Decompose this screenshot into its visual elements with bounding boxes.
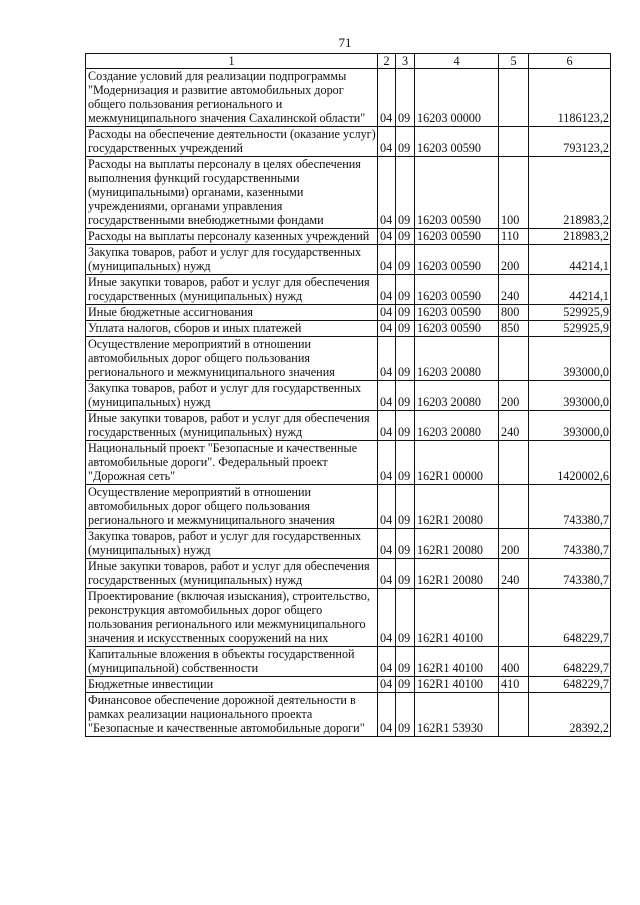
row-section-cell: 04 <box>378 677 396 693</box>
row-section-cell: 04 <box>378 245 396 275</box>
row-name-cell: Уплата налогов, сборов и иных платежей <box>86 321 378 337</box>
row-target-article-cell: 16203 00590 <box>415 275 499 305</box>
row-expense-type-cell: 410 <box>499 677 529 693</box>
row-section-cell: 04 <box>378 589 396 647</box>
row-subsection-cell: 09 <box>396 275 415 305</box>
row-name-cell: Осуществление мероприятий в отношении автомобильных дорог общего пользования регионального и межмуниципального значения <box>86 485 378 529</box>
table-row <box>86 693 611 737</box>
row-section-cell: 04 <box>378 69 396 127</box>
row-expense-type-cell: 200 <box>499 381 529 411</box>
row-amount-cell: 393000,0 <box>529 337 611 381</box>
row-expense-type-cell <box>499 337 529 381</box>
row-amount-cell: 28392,2 <box>529 693 611 737</box>
row-section-cell: 04 <box>378 485 396 529</box>
row-expense-type-cell <box>499 589 529 647</box>
row-section-cell: 04 <box>378 693 396 737</box>
row-amount-cell: 743380,7 <box>529 559 611 589</box>
row-section-cell: 04 <box>378 321 396 337</box>
column-header: 1 <box>86 54 378 69</box>
table-row <box>86 127 611 157</box>
table-row <box>86 411 611 441</box>
row-expense-type-cell: 200 <box>499 245 529 275</box>
row-target-article-cell: 16203 00590 <box>415 127 499 157</box>
table-row <box>86 647 611 677</box>
table-row <box>86 245 611 275</box>
row-expense-type-cell: 110 <box>499 229 529 245</box>
row-name-cell: Закупка товаров, работ и услуг для государственных (муниципальных) нужд <box>86 245 378 275</box>
row-target-article-cell: 162R1 40100 <box>415 647 499 677</box>
row-section-cell: 04 <box>378 647 396 677</box>
row-target-article-cell: 16203 00000 <box>415 69 499 127</box>
row-amount-cell: 529925,9 <box>529 305 611 321</box>
row-amount-cell: 529925,9 <box>529 321 611 337</box>
row-expense-type-cell: 100 <box>499 157 529 229</box>
row-expense-type-cell <box>499 485 529 529</box>
row-amount-cell: 44214,1 <box>529 245 611 275</box>
row-target-article-cell: 16203 00590 <box>415 245 499 275</box>
row-section-cell: 04 <box>378 275 396 305</box>
row-expense-type-cell <box>499 127 529 157</box>
row-section-cell: 04 <box>378 559 396 589</box>
row-subsection-cell: 09 <box>396 229 415 245</box>
row-target-article-cell: 16203 20080 <box>415 381 499 411</box>
table-row <box>86 321 611 337</box>
row-target-article-cell: 16203 00590 <box>415 305 499 321</box>
row-section-cell: 04 <box>378 411 396 441</box>
row-expense-type-cell: 800 <box>499 305 529 321</box>
row-expense-type-cell: 200 <box>499 529 529 559</box>
row-target-article-cell: 162R1 00000 <box>415 441 499 485</box>
row-name-cell: Бюджетные инвестиции <box>86 677 378 693</box>
row-subsection-cell: 09 <box>396 411 415 441</box>
row-name-cell: Осуществление мероприятий в отношении автомобильных дорог общего пользования регионального и межмуниципального значения <box>86 337 378 381</box>
row-target-article-cell: 162R1 53930 <box>415 693 499 737</box>
row-amount-cell: 793123,2 <box>529 127 611 157</box>
row-expense-type-cell: 240 <box>499 411 529 441</box>
table-row <box>86 589 611 647</box>
row-target-article-cell: 162R1 20080 <box>415 485 499 529</box>
row-amount-cell: 1420002,6 <box>529 441 611 485</box>
row-subsection-cell: 09 <box>396 693 415 737</box>
row-amount-cell: 743380,7 <box>529 529 611 559</box>
row-section-cell: 04 <box>378 441 396 485</box>
row-subsection-cell: 09 <box>396 441 415 485</box>
row-name-cell: Иные закупки товаров, работ и услуг для обеспечения государственных (муниципальных) нужд <box>86 559 378 589</box>
row-expense-type-cell: 400 <box>499 647 529 677</box>
row-name-cell: Иные закупки товаров, работ и услуг для обеспечения государственных (муниципальных) нужд <box>86 411 378 441</box>
row-subsection-cell: 09 <box>396 589 415 647</box>
row-amount-cell: 393000,0 <box>529 381 611 411</box>
row-subsection-cell: 09 <box>396 305 415 321</box>
row-target-article-cell: 162R1 20080 <box>415 559 499 589</box>
table-row <box>86 305 611 321</box>
row-amount-cell: 393000,0 <box>529 411 611 441</box>
row-target-article-cell: 162R1 40100 <box>415 677 499 693</box>
table-row <box>86 485 611 529</box>
row-name-cell: Расходы на обеспечение деятельности (оказание услуг) государственных учреждений <box>86 127 378 157</box>
row-name-cell: Национальный проект "Безопасные и качественные автомобильные дороги". Федеральный проект "Дорожная сеть" <box>86 441 378 485</box>
row-subsection-cell: 09 <box>396 485 415 529</box>
row-expense-type-cell: 850 <box>499 321 529 337</box>
row-name-cell: Закупка товаров, работ и услуг для государственных (муниципальных) нужд <box>86 529 378 559</box>
row-name-cell: Расходы на выплаты персоналу казенных учреждений <box>86 229 378 245</box>
row-name-cell: Финансовое обеспечение дорожной деятельности в рамках реализации национального проекта "Безопасные и качественные автомобильные дороги" <box>86 693 378 737</box>
table-row <box>86 559 611 589</box>
table-row <box>86 529 611 559</box>
row-name-cell: Иные закупки товаров, работ и услуг для обеспечения государственных (муниципальных) нужд <box>86 275 378 305</box>
row-target-article-cell: 162R1 20080 <box>415 529 499 559</box>
row-expense-type-cell <box>499 441 529 485</box>
column-header: 6 <box>529 54 611 69</box>
table-row <box>86 441 611 485</box>
row-expense-type-cell <box>499 693 529 737</box>
row-subsection-cell: 09 <box>396 647 415 677</box>
row-subsection-cell: 09 <box>396 245 415 275</box>
row-target-article-cell: 16203 00590 <box>415 157 499 229</box>
row-name-cell: Проектирование (включая изыскания), строительство, реконструкция автомобильных дорог общего пользования регионального или межмуниципального значения и искусственных сооружений на них <box>86 589 378 647</box>
row-name-cell: Капитальные вложения в объекты государственной (муниципальной) собственности <box>86 647 378 677</box>
row-amount-cell: 743380,7 <box>529 485 611 529</box>
row-amount-cell: 648229,7 <box>529 589 611 647</box>
row-section-cell: 04 <box>378 157 396 229</box>
row-amount-cell: 648229,7 <box>529 647 611 677</box>
row-target-article-cell: 16203 20080 <box>415 411 499 441</box>
row-subsection-cell: 09 <box>396 157 415 229</box>
row-amount-cell: 218983,2 <box>529 157 611 229</box>
row-subsection-cell: 09 <box>396 127 415 157</box>
row-section-cell: 04 <box>378 529 396 559</box>
row-expense-type-cell: 240 <box>499 559 529 589</box>
row-section-cell: 04 <box>378 127 396 157</box>
column-header: 2 <box>378 54 396 69</box>
row-subsection-cell: 09 <box>396 69 415 127</box>
table-row <box>86 229 611 245</box>
row-subsection-cell: 09 <box>396 559 415 589</box>
row-amount-cell: 44214,1 <box>529 275 611 305</box>
budget-table <box>85 53 611 737</box>
row-subsection-cell: 09 <box>396 529 415 559</box>
table-header-row <box>86 54 611 69</box>
row-name-cell: Расходы на выплаты персоналу в целях обеспечения выполнения функций государственными (муниципальными) органами, казенными учреждениями, органами управления государственными внебюджетными фондами <box>86 157 378 229</box>
row-target-article-cell: 162R1 40100 <box>415 589 499 647</box>
row-subsection-cell: 09 <box>396 677 415 693</box>
page-number: 71 <box>338 35 352 50</box>
column-header: 5 <box>499 54 529 69</box>
row-target-article-cell: 16203 20080 <box>415 337 499 381</box>
column-header: 4 <box>415 54 499 69</box>
row-section-cell: 04 <box>378 381 396 411</box>
row-amount-cell: 218983,2 <box>529 229 611 245</box>
table-row <box>86 275 611 305</box>
row-subsection-cell: 09 <box>396 321 415 337</box>
table-row <box>86 69 611 127</box>
row-name-cell: Создание условий для реализации подпрограммы "Модернизация и развитие автомобильных дорог общего пользования регионального и межмуниципального значения Сахалинской области" <box>86 69 378 127</box>
row-amount-cell: 1186123,2 <box>529 69 611 127</box>
row-section-cell: 04 <box>378 229 396 245</box>
row-section-cell: 04 <box>378 305 396 321</box>
row-subsection-cell: 09 <box>396 381 415 411</box>
row-target-article-cell: 16203 00590 <box>415 229 499 245</box>
row-expense-type-cell: 240 <box>499 275 529 305</box>
row-name-cell: Иные бюджетные ассигнования <box>86 305 378 321</box>
row-name-cell: Закупка товаров, работ и услуг для государственных (муниципальных) нужд <box>86 381 378 411</box>
row-section-cell: 04 <box>378 337 396 381</box>
row-amount-cell: 648229,7 <box>529 677 611 693</box>
row-expense-type-cell <box>499 69 529 127</box>
table-row <box>86 337 611 381</box>
table-row <box>86 677 611 693</box>
row-subsection-cell: 09 <box>396 337 415 381</box>
column-header: 3 <box>396 54 415 69</box>
table-row <box>86 157 611 229</box>
table-row <box>86 381 611 411</box>
row-target-article-cell: 16203 00590 <box>415 321 499 337</box>
